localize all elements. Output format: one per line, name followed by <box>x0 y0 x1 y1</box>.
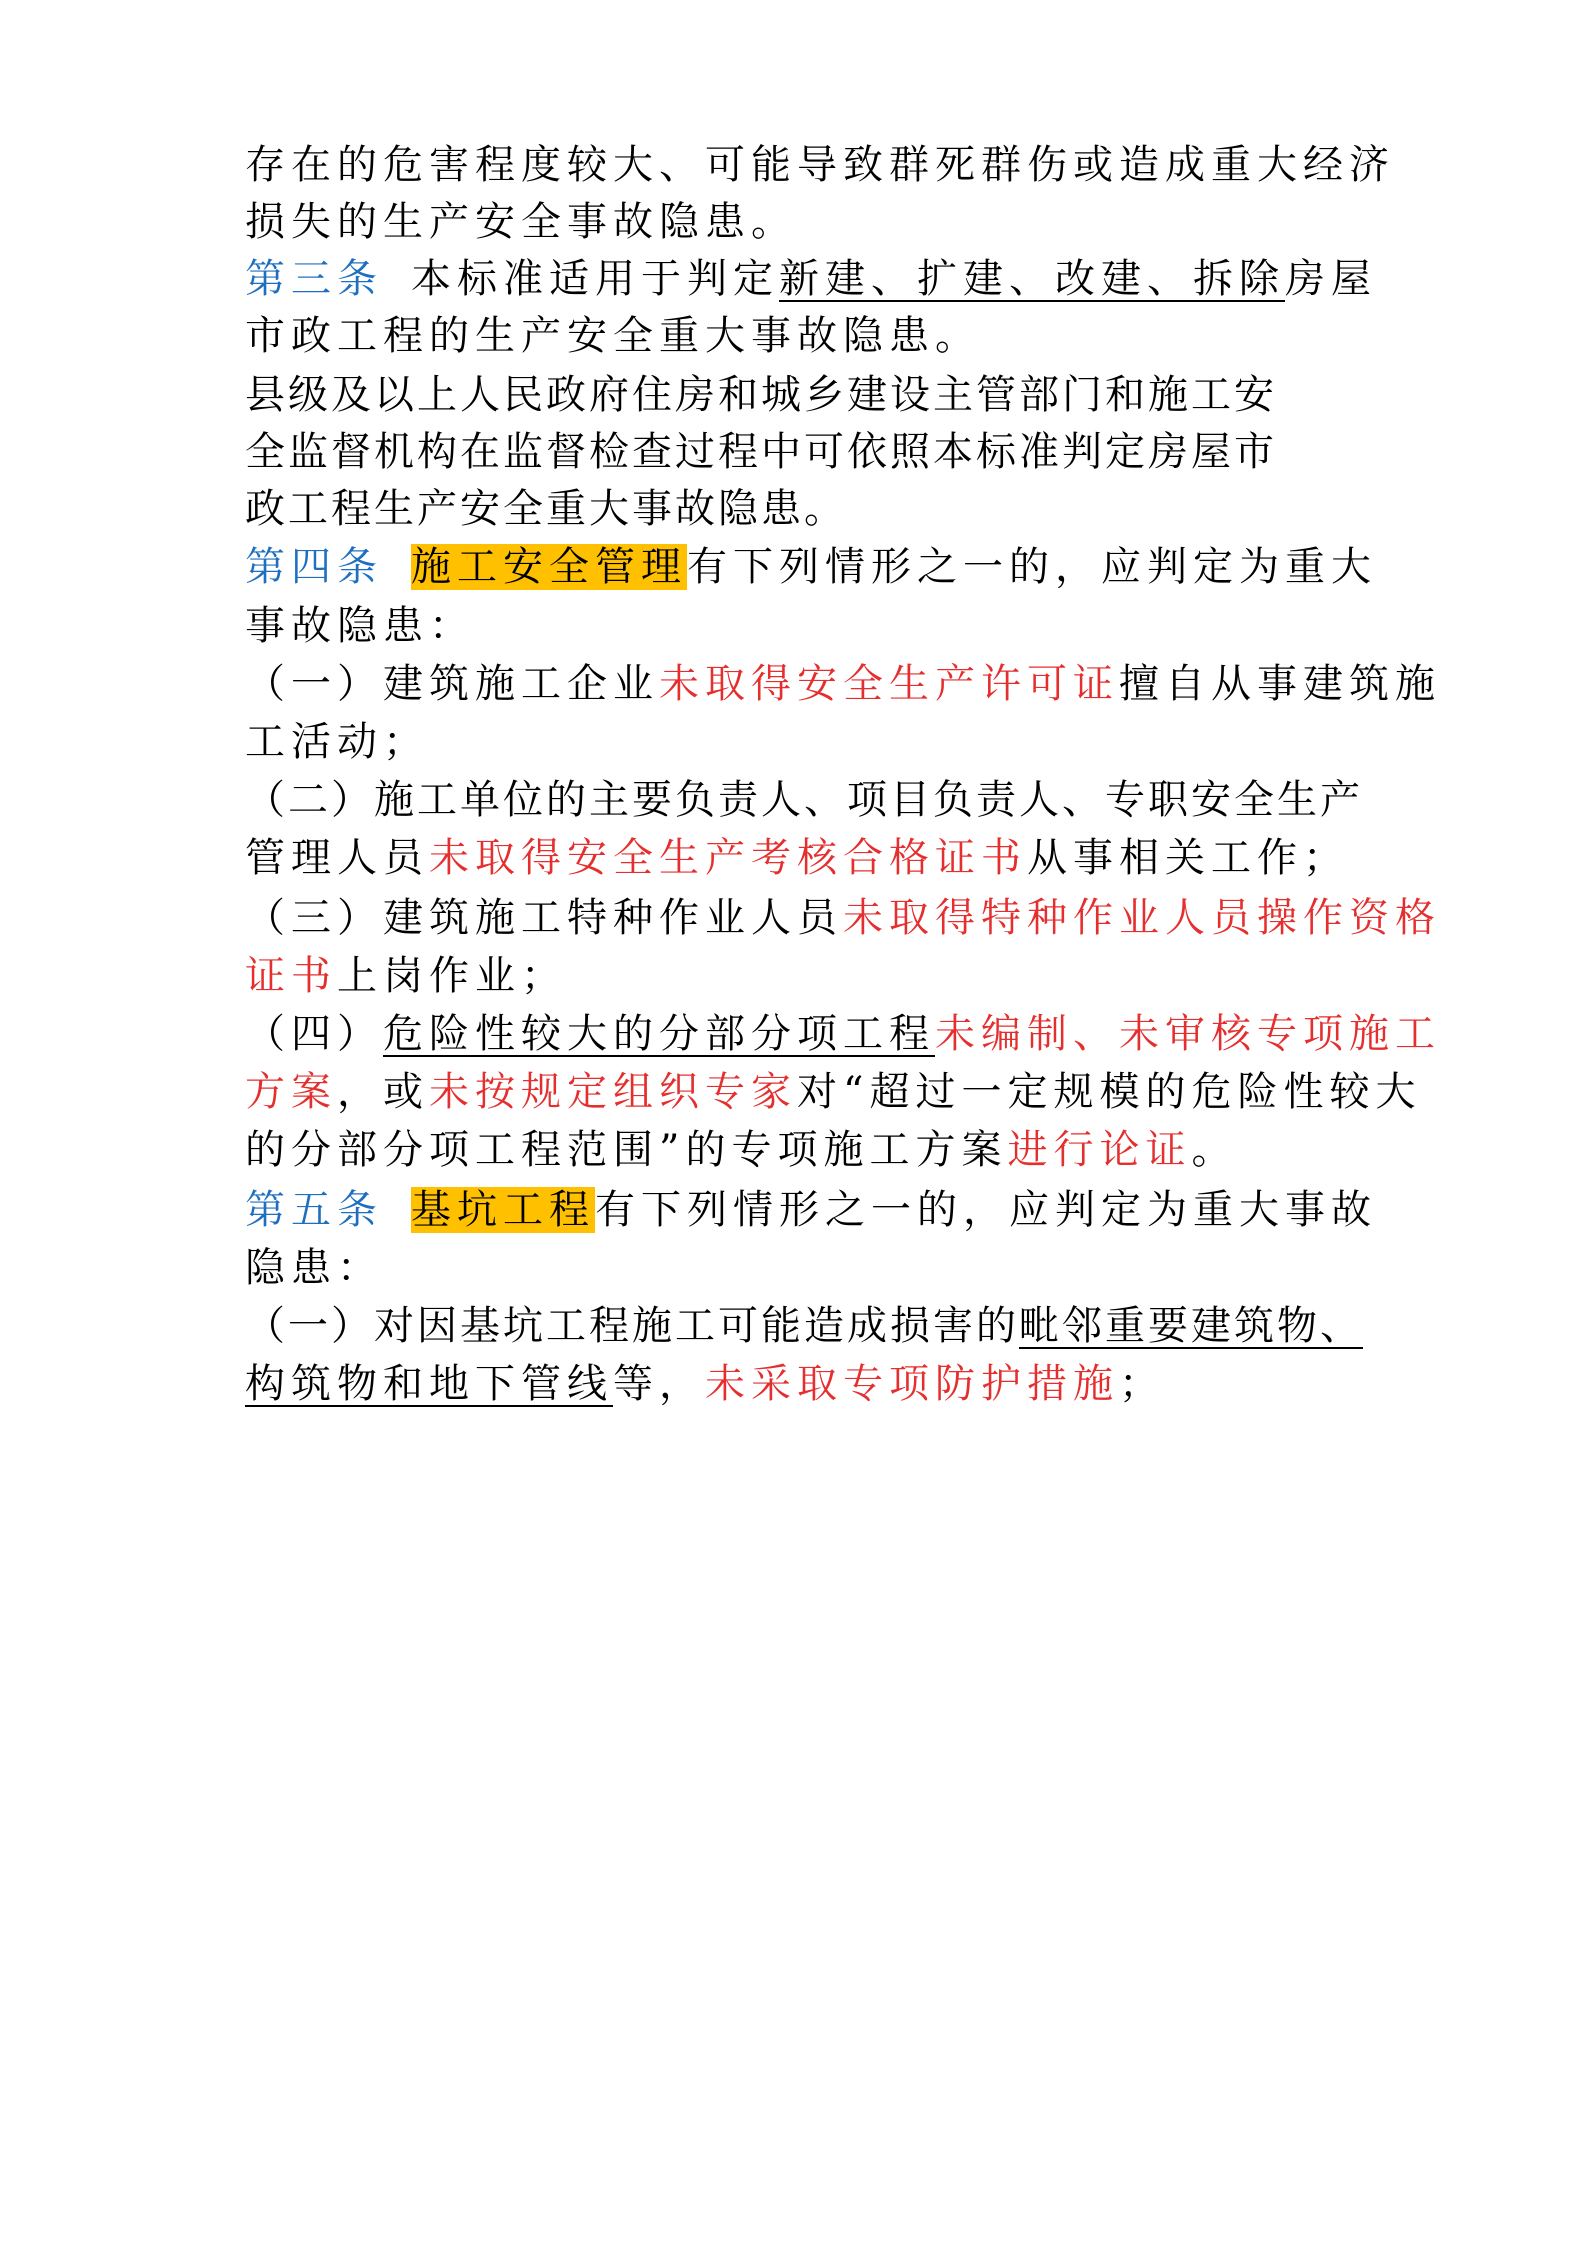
article-label: 第三条 <box>245 256 383 302</box>
text-line <box>245 1064 1422 1120</box>
underlined-text: 毗邻重要建筑物、 <box>1019 1303 1363 1349</box>
underlined-text: 新建、扩建、改建、拆除 <box>779 256 1285 302</box>
text-line <box>245 481 1355 537</box>
article-label: 第四条 <box>245 544 383 590</box>
text: （三）建筑施工特种作业人员 <box>245 895 843 941</box>
red-text: 未编制、未审核专项施工 <box>935 1011 1441 1057</box>
text: 对“超过一定规模的危险性较大 <box>797 1069 1422 1115</box>
text: 政工程生产安全重大事故隐患。 <box>245 486 847 532</box>
red-text: 进行论证 <box>1007 1127 1192 1173</box>
text-line <box>245 194 1355 250</box>
text-line <box>245 1356 1355 1412</box>
text-line <box>245 948 1355 1004</box>
text: 从事相关工作； <box>1027 835 1349 881</box>
text-line <box>245 137 1395 193</box>
text-line <box>245 714 1355 770</box>
text-line <box>245 424 1355 480</box>
text-line <box>245 598 1355 654</box>
text: ； <box>1119 1361 1165 1407</box>
text: 县级及以上人民政府住房和城乡建设主管部门和施工安 <box>245 372 1277 418</box>
red-text: 未采取专项防护措施 <box>705 1361 1119 1407</box>
list-item <box>245 1006 1441 1062</box>
red-text: 方案 <box>245 1069 337 1115</box>
text: 工活动； <box>245 719 429 765</box>
list-item <box>245 1298 1363 1354</box>
list-item <box>245 772 1363 828</box>
article-5-line <box>245 1182 1377 1238</box>
text: 上岗作业； <box>337 953 567 999</box>
text: 事故隐患： <box>245 603 475 649</box>
text: 的分部分项工程范围”的专项施工方案 <box>245 1127 1008 1173</box>
text-line <box>245 308 1355 364</box>
text-line <box>245 1240 1355 1296</box>
text: 。 <box>1191 1127 1238 1173</box>
text: 擅自从事建筑施 <box>1119 661 1441 707</box>
red-text: 未按规定组织专家 <box>429 1069 797 1115</box>
text: 有下列情形之一的，应判定为重大 <box>687 544 1377 590</box>
text: 隐患： <box>245 1245 383 1291</box>
text-line <box>245 830 1355 886</box>
text: 全监督机构在监督检查过程中可依照本标准判定房屋市 <box>245 429 1277 475</box>
red-text: 未取得安全生产许可证 <box>659 661 1119 707</box>
article-label: 第五条 <box>245 1187 383 1233</box>
article-3-line <box>245 251 1377 307</box>
text: 本标准适用于判定 <box>411 256 779 302</box>
text: （一）对因基坑工程施工可能造成损害的 <box>245 1303 1019 1349</box>
text: ，或 <box>337 1069 429 1115</box>
text: （二）施工单位的主要负责人、项目负责人、专职安全生产 <box>245 777 1363 823</box>
underlined-text: 危险性较大的分部分项工程 <box>383 1011 935 1057</box>
text: 等， <box>613 1361 705 1407</box>
article-4-line <box>245 539 1377 595</box>
text: 存在的危害程度较大、可能导致群死群伤或造成重大经济 <box>245 142 1395 188</box>
red-text: 证书 <box>245 953 337 999</box>
text: 有下列情形之一的，应判定为重大事故 <box>595 1187 1377 1233</box>
red-text: 未取得特种作业人员操作资格 <box>843 895 1441 941</box>
text-line <box>245 1122 1355 1178</box>
text: （四） <box>245 1011 383 1057</box>
underlined-text: 构筑物和地下管线 <box>245 1361 613 1407</box>
text: 管理人员 <box>245 835 429 881</box>
highlighted-text: 施工安全管理 <box>411 544 687 590</box>
highlighted-text: 基坑工程 <box>411 1187 595 1233</box>
text: （一）建筑施工企业 <box>245 661 659 707</box>
text: 市政工程的生产安全重大事故隐患。 <box>245 313 981 359</box>
list-item <box>245 890 1441 946</box>
red-text: 未取得安全生产考核合格证书 <box>429 835 1027 881</box>
text: 房屋 <box>1285 256 1377 302</box>
text: 损失的生产安全事故隐患。 <box>245 199 797 245</box>
list-item <box>245 656 1441 712</box>
text-line <box>245 367 1355 423</box>
